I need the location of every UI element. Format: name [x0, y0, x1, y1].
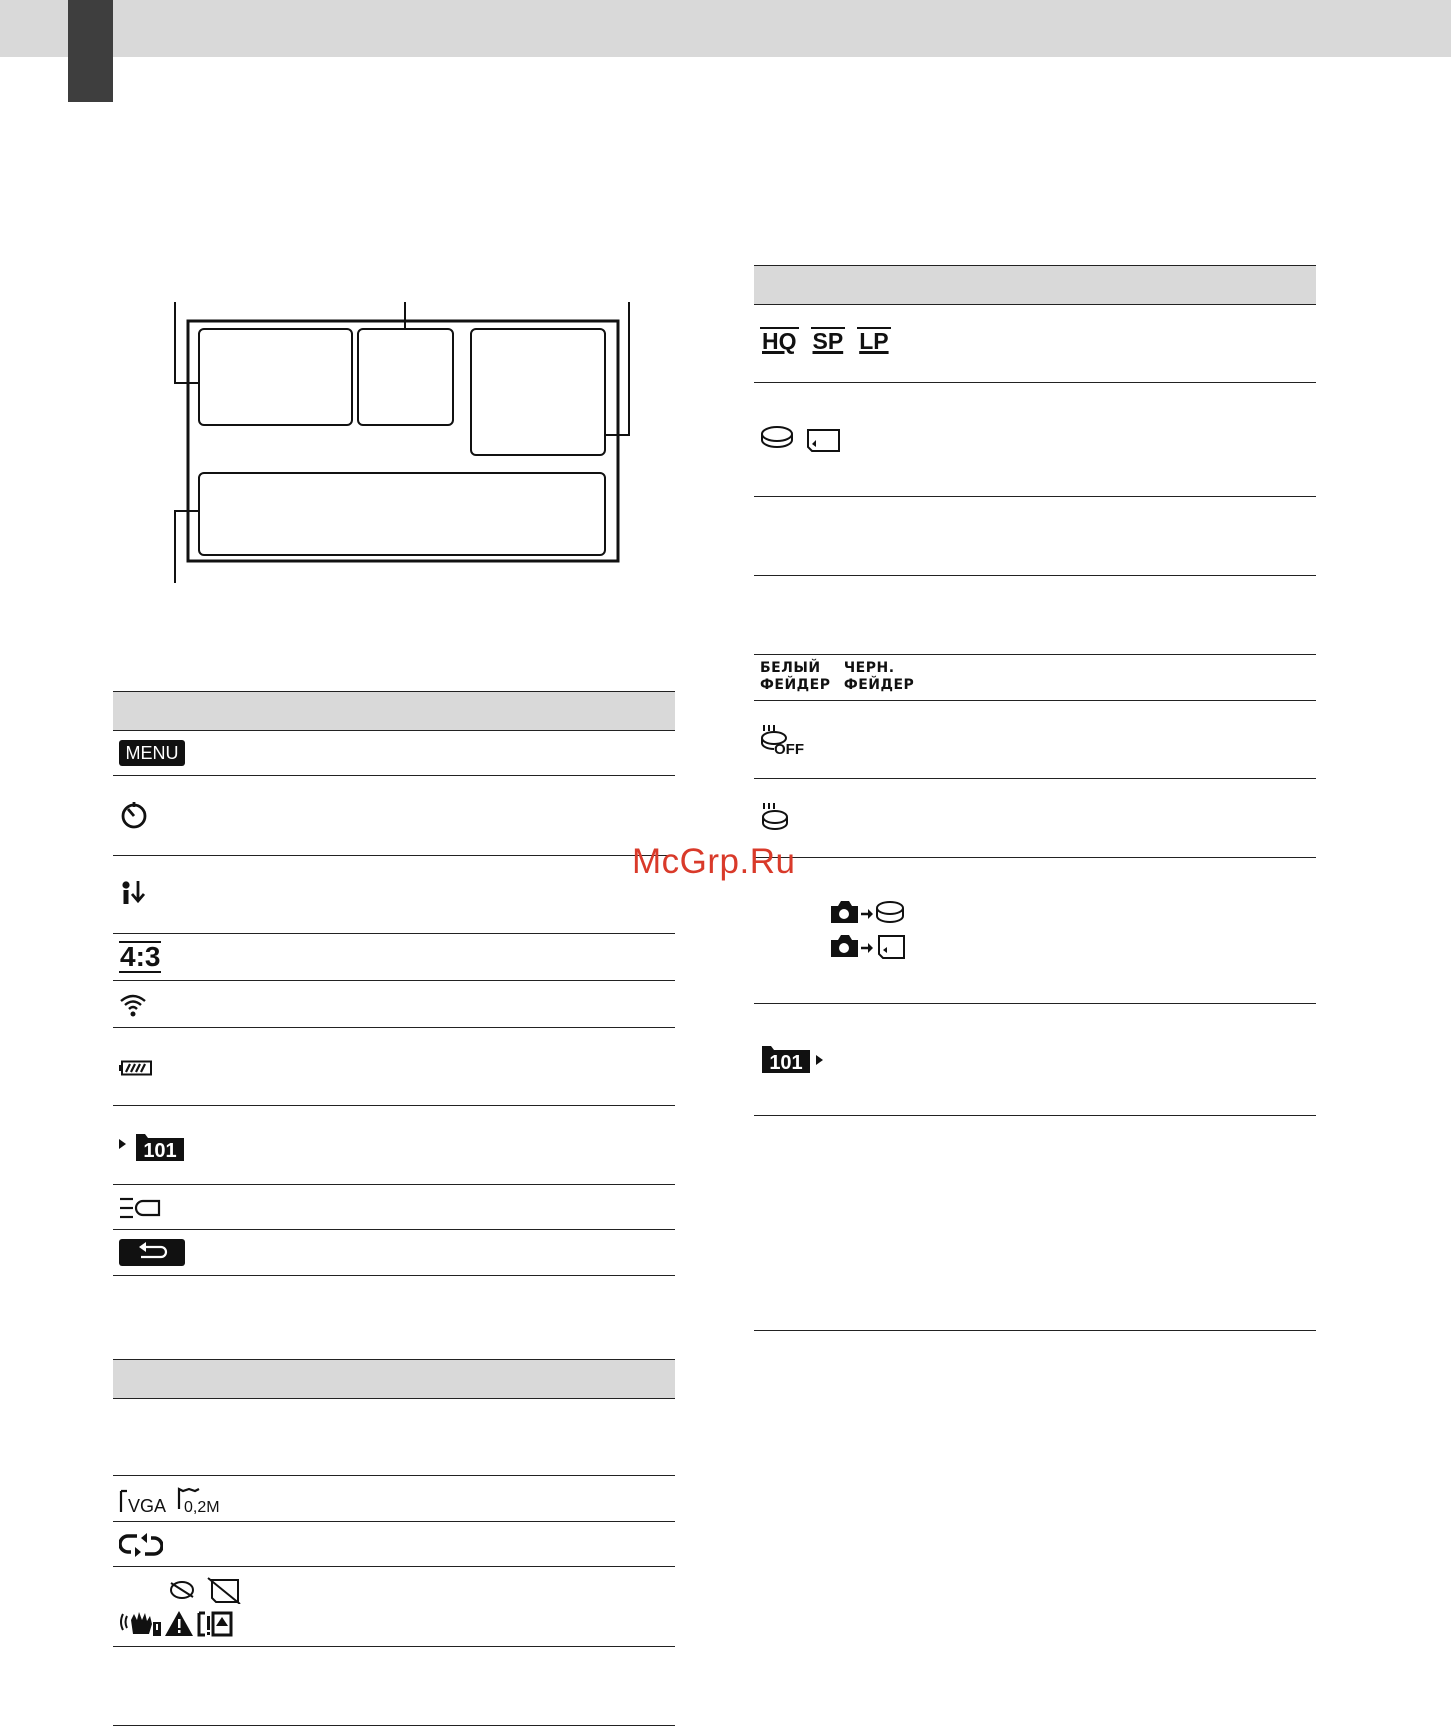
table-row — [113, 981, 675, 1028]
table-row — [113, 1028, 675, 1106]
table-row — [754, 497, 1316, 576]
table-row — [113, 934, 675, 981]
size-vga-label: VGA — [128, 1496, 167, 1515]
table-header — [113, 691, 675, 731]
table-row — [113, 1230, 675, 1276]
white-fader-label: БЕЛЫЙ ФЕЙДЕР — [760, 660, 831, 693]
disc-error-icons — [168, 1576, 248, 1604]
table-row — [113, 731, 675, 776]
camera-to-card-icon — [829, 932, 919, 962]
shake-warning-icon — [119, 1608, 269, 1638]
quality-sp: SP — [812, 328, 844, 354]
table-header — [113, 1359, 675, 1399]
table-row — [113, 1647, 675, 1726]
table-row — [113, 1476, 675, 1522]
table-row — [754, 858, 1316, 1004]
table-row — [754, 1004, 1316, 1116]
table-row — [113, 1399, 675, 1476]
table-row — [754, 576, 1316, 655]
quality-lp: LP — [859, 328, 889, 354]
table-row — [754, 1116, 1316, 1331]
disc-off-icon — [760, 723, 820, 755]
left-table-1 — [113, 691, 675, 1276]
watermark: McGrp.Ru — [632, 842, 796, 881]
play-folder-icon — [119, 1130, 191, 1162]
lcd-backlight-icon — [119, 1196, 163, 1220]
media-icons — [760, 425, 840, 453]
mic-level-icon — [119, 878, 149, 908]
quality-hq: HQ — [762, 328, 797, 354]
aspect-ratio-icon: 4:3 — [120, 941, 161, 972]
disc-status-icon — [760, 801, 792, 833]
table-row — [754, 701, 1316, 779]
image-size-icon — [119, 1485, 239, 1515]
left-table-2 — [113, 1359, 675, 1726]
table-row — [113, 856, 675, 934]
return-icon — [119, 1239, 185, 1266]
table-row — [754, 655, 1316, 701]
off-label: OFF — [774, 741, 804, 755]
table-row — [113, 1106, 675, 1185]
menu-icon: MENU — [119, 740, 185, 766]
repeat-icon — [119, 1531, 163, 1559]
recording-mode-icons — [760, 327, 903, 353]
size-02m-label: 0,2M — [184, 1499, 220, 1515]
lcd-screen-diagram — [160, 295, 635, 595]
disc-icon — [762, 427, 792, 447]
self-timer-icon — [119, 800, 149, 830]
folder-number: 101 — [769, 1052, 803, 1074]
camera-to-disc-icon — [829, 898, 919, 928]
table-row — [113, 776, 675, 856]
folder-number: 101 — [143, 1140, 177, 1162]
table-header — [754, 265, 1316, 305]
battery-icon — [119, 1060, 153, 1076]
memory-card-icon — [808, 430, 839, 451]
table-row — [113, 1567, 675, 1647]
table-row — [754, 305, 1316, 383]
folder-play-icon — [760, 1042, 832, 1074]
section-tab — [68, 0, 113, 102]
header-band — [0, 0, 1451, 57]
fader-labels — [760, 660, 914, 694]
wireless-icon — [119, 991, 147, 1019]
table-row — [113, 1522, 675, 1567]
right-table — [754, 265, 1316, 1331]
table-row — [754, 383, 1316, 497]
table-row — [113, 1185, 675, 1230]
black-fader-label: ЧЕРН. ФЕЙДЕР — [843, 660, 915, 693]
table-row — [754, 779, 1316, 858]
